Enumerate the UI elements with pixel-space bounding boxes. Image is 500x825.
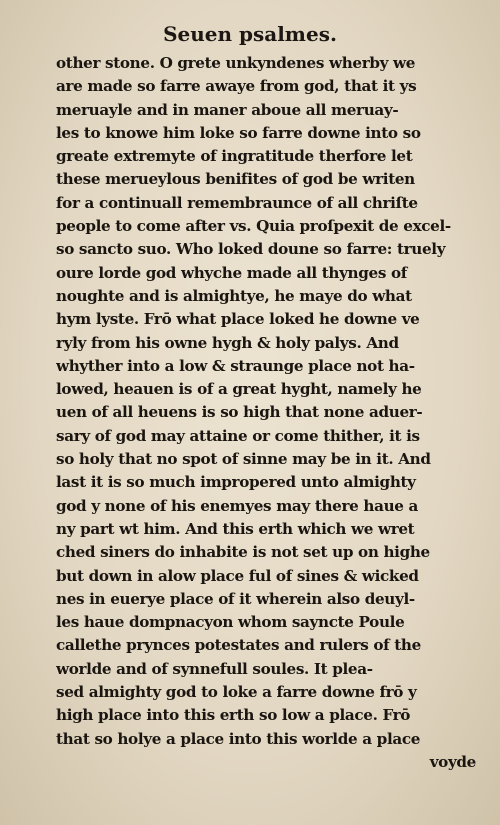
text-line: nes in euerye place of it wherein also deuyl- bbox=[56, 589, 415, 608]
text-line: callethe prynces potestates and rulers of the bbox=[56, 636, 421, 655]
text-line: so sancto suo. Who loked doune so farre: truely bbox=[56, 240, 446, 259]
text-line: oure lorde god whyche made all thynges of bbox=[56, 263, 407, 282]
text-line: these merueylous benifites of god be writen bbox=[56, 170, 415, 189]
text-line: ched siners do inhabite is not set up on highe bbox=[56, 543, 430, 562]
text-line: les to knowe him loke so farre downe into so bbox=[56, 123, 421, 142]
text-line: les haue dompnacyon whom sayncte Poule bbox=[56, 613, 405, 632]
text-line: people to come after vs. Quia proſpexit de excel- bbox=[56, 217, 451, 236]
text-line: other stone. O grete unkyndenes wherby we bbox=[56, 54, 416, 72]
text-line: greate extremyte of ingratitude therfore let bbox=[56, 147, 413, 166]
text-line: ryly from his owne hygh & holy palys. And bbox=[56, 333, 399, 352]
text-line: ny part wt him. And this erth which we wret bbox=[56, 519, 415, 538]
text-line: lowed, heauen is of a great hyght, namely he bbox=[56, 380, 422, 399]
text-line: are made so farre awaye from god, that it ys bbox=[56, 77, 417, 96]
text-line: uen of all heuens is so high that none aduer- bbox=[56, 403, 423, 422]
text-line: whyther into a low & straunge place not ha- bbox=[56, 356, 415, 375]
text-line: for a continuall remembraunce of all chriſte bbox=[56, 193, 418, 212]
text-line: meruayle and in maner aboue all meruay- bbox=[56, 100, 399, 119]
text-line: but down in alow place ful of sines & wicked bbox=[56, 566, 419, 585]
text-line: that so holye a place into this worlde a place bbox=[56, 729, 421, 748]
text-line: voyde bbox=[429, 752, 476, 771]
text-line: so holy that no spot of sinne may be in it. And bbox=[56, 450, 431, 469]
text-line: hym lyste. Frō what place loked he downe ve bbox=[56, 310, 420, 329]
text-line: sed almighty god to loke a farre downe frō y bbox=[56, 683, 417, 702]
text-line: last it is so much impropered unto almighty bbox=[56, 473, 416, 492]
text-line: god y none of his enemyes may there haue a bbox=[56, 496, 419, 515]
text-line: worlde and of synnefull soules. It plea- bbox=[56, 659, 373, 678]
text-line: sary of god may attaine or come thither, it is bbox=[56, 426, 420, 445]
text-line: noughte and is almightye, he maye do what bbox=[56, 286, 412, 305]
text-line: high place into this erth so low a place. Frō bbox=[56, 706, 411, 725]
running-header: Seuen psalmes. bbox=[163, 22, 337, 46]
body-text bbox=[56, 52, 476, 774]
